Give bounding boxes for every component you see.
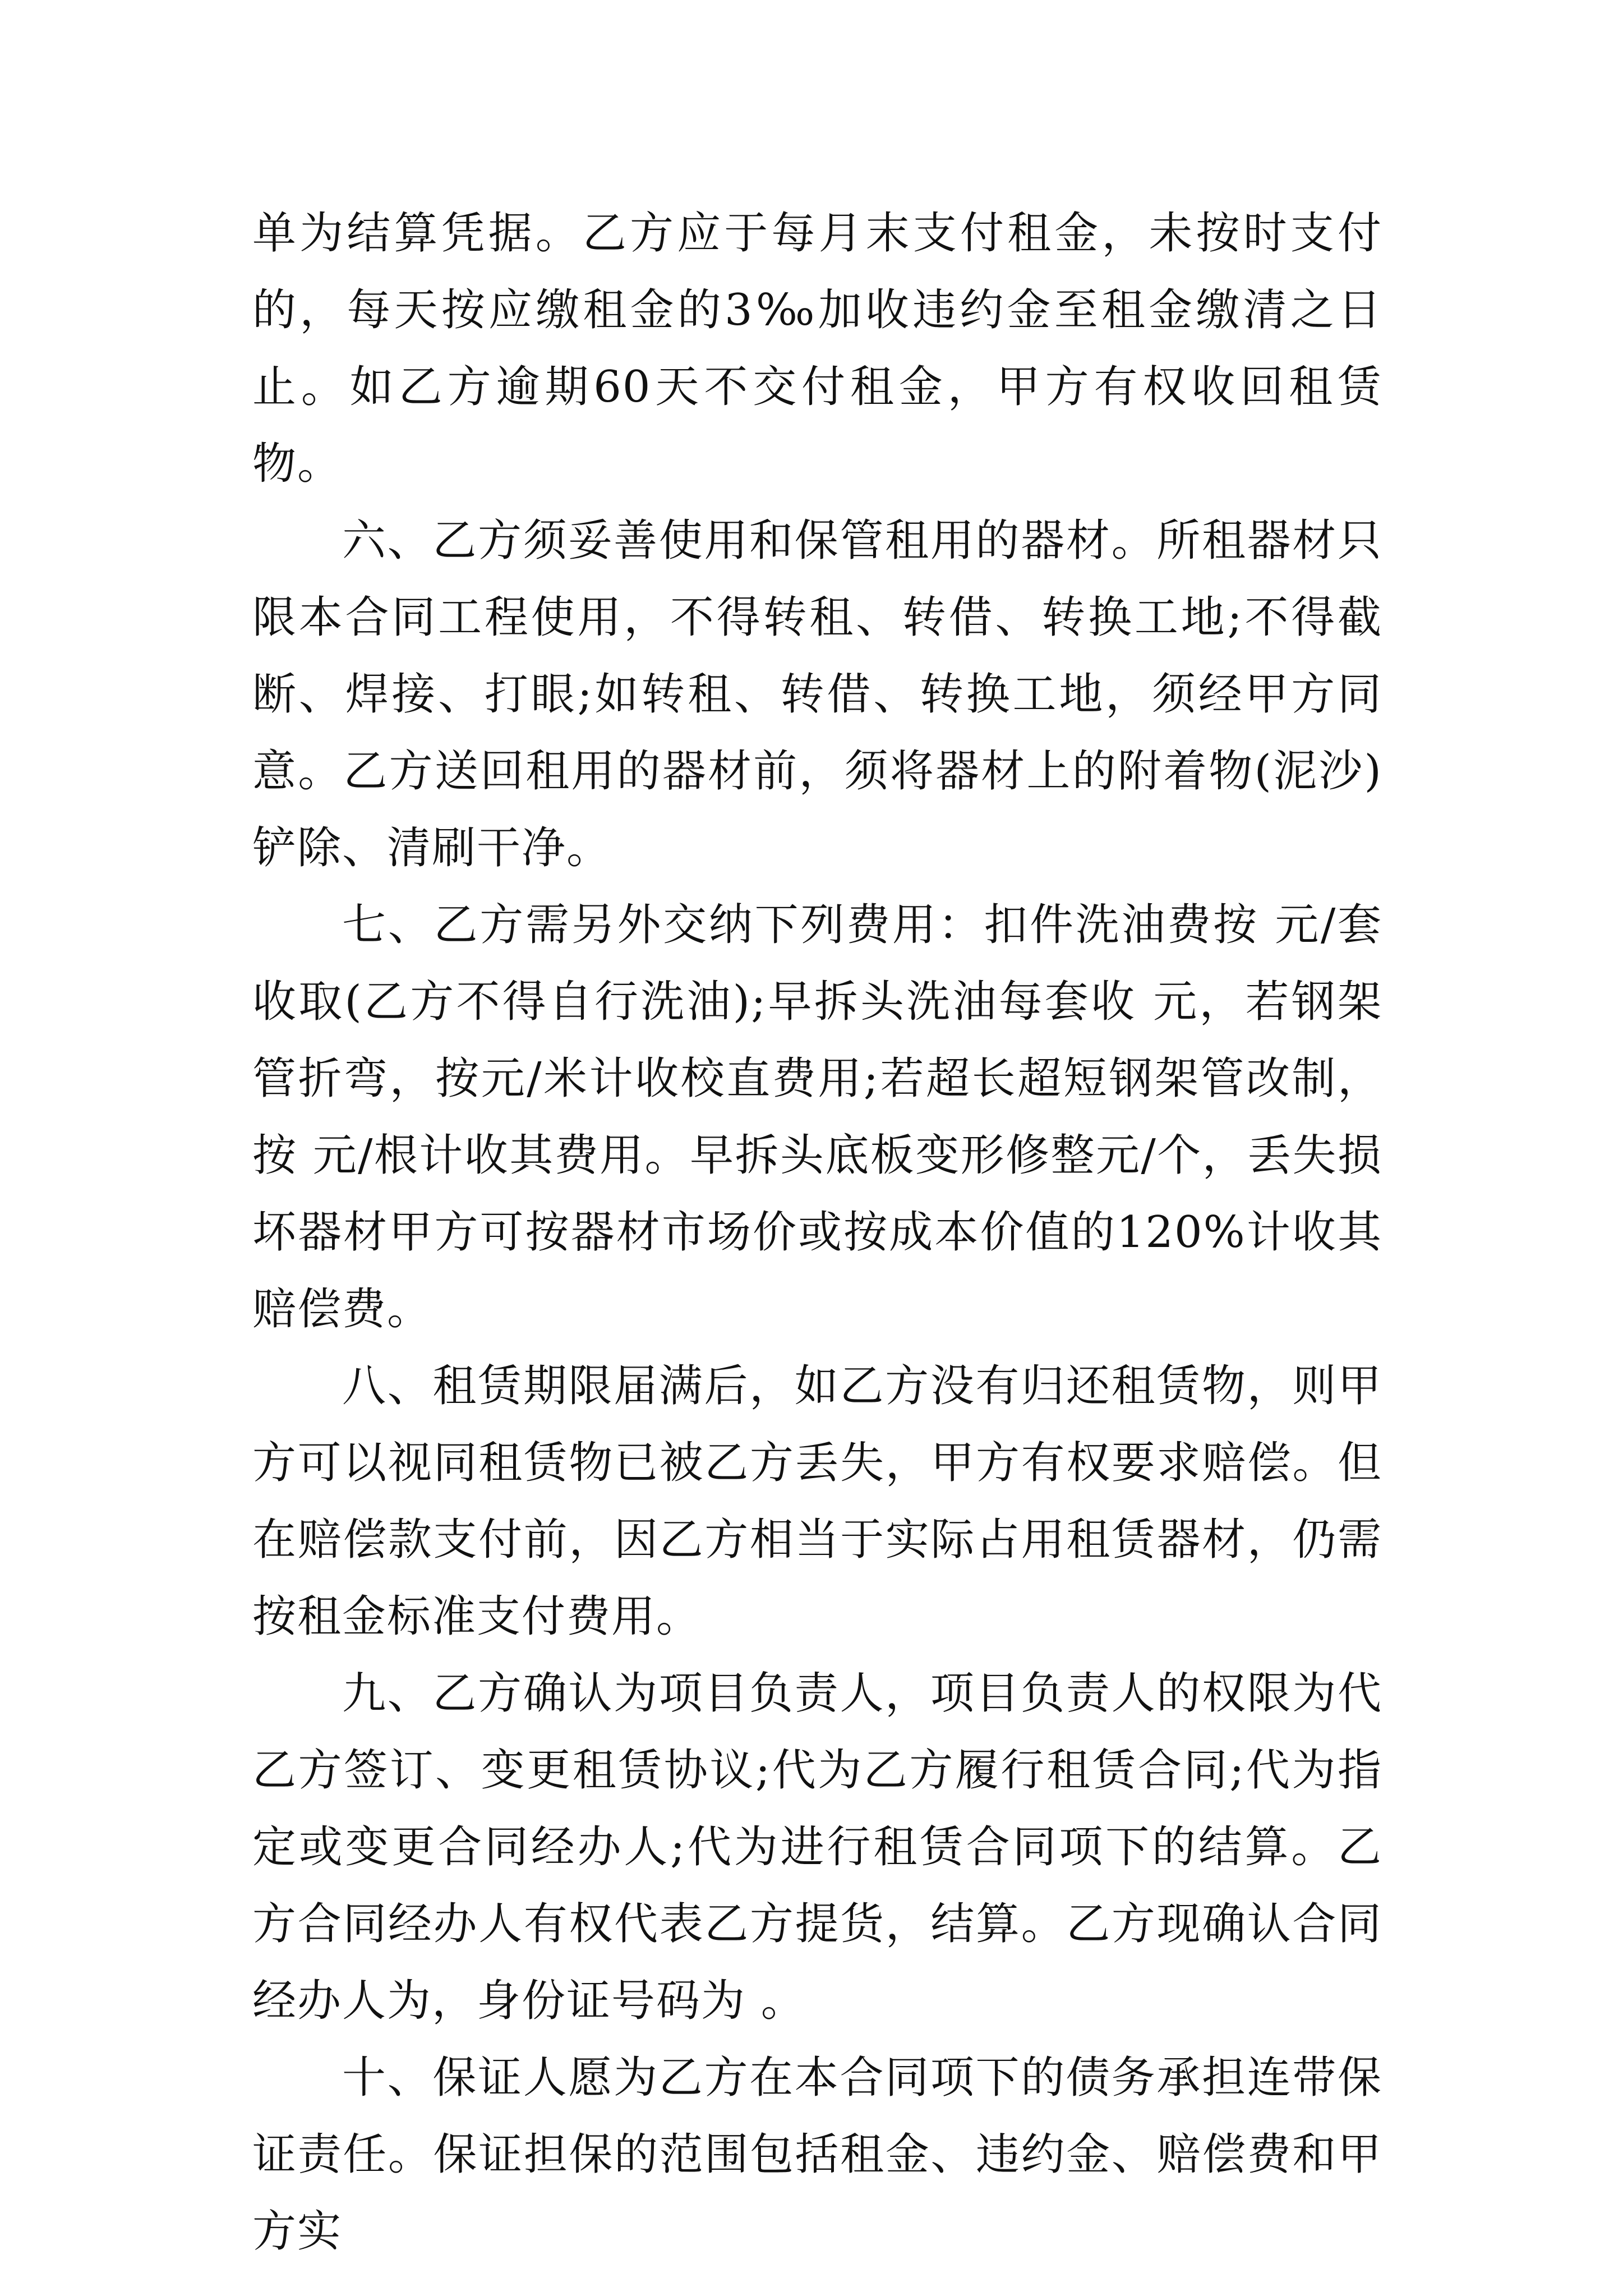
contract-body-text (252, 195, 1382, 2270)
paragraph-clause-7: 七、乙方需另外交纳下列费用：扣件洗油费按 元/套收取(乙方不得自行洗油);早拆头洗油每套收 元，若钢架管折弯，按元/米计收校直费用;若超长超短钢架管改制，按 元/根计收其费用。早拆头底板变形修整元/个，丢失损坏器材甲方可按器材市场价或按成本价值的120%计收其赔偿费。 (252, 900, 1382, 1335)
paragraph-clause-6: 六、乙方须妥善使用和保管租用的器材。所租器材只限本合同工程使用，不得转租、转借、转换工地;不得截断、焊接、打眼;如转租、转借、转换工地，须经甲方同意。乙方送回租用的器材前，须将器材上的附着物(泥沙)铲除、清刷干净。 (252, 516, 1382, 873)
paragraph-clause-9: 九、乙方确认为项目负责人，项目负责人的权限为代乙方签订、变更租赁协议;代为乙方履行租赁合同;代为指定或变更合同经办人;代为进行租赁合同项下的结算。乙方合同经办人有权代表乙方提货，结算。乙方现确认合同经办人为，身份证号码为 。 (252, 1668, 1382, 2026)
paragraph-clause-10: 十、保证人愿为乙方在本合同项下的债务承担连带保证责任。保证担保的范围包括租金、违约金、赔偿费和甲方实 (252, 2053, 1382, 2257)
paragraph-payment-terms: 单为结算凭据。乙方应于每月末支付租金，未按时支付的，每天按应缴租金的3‰加收违约金至租金缴清之日止。如乙方逾期60天不交付租金，甲方有权收回租赁物。 (252, 208, 1382, 489)
paragraph-clause-8: 八、租赁期限届满后，如乙方没有归还租赁物，则甲方可以视同租赁物已被乙方丢失，甲方有权要求赔偿。但在赔偿款支付前，因乙方相当于实际占用租赁器材，仍需按租金标准支付费用。 (252, 1361, 1382, 1642)
